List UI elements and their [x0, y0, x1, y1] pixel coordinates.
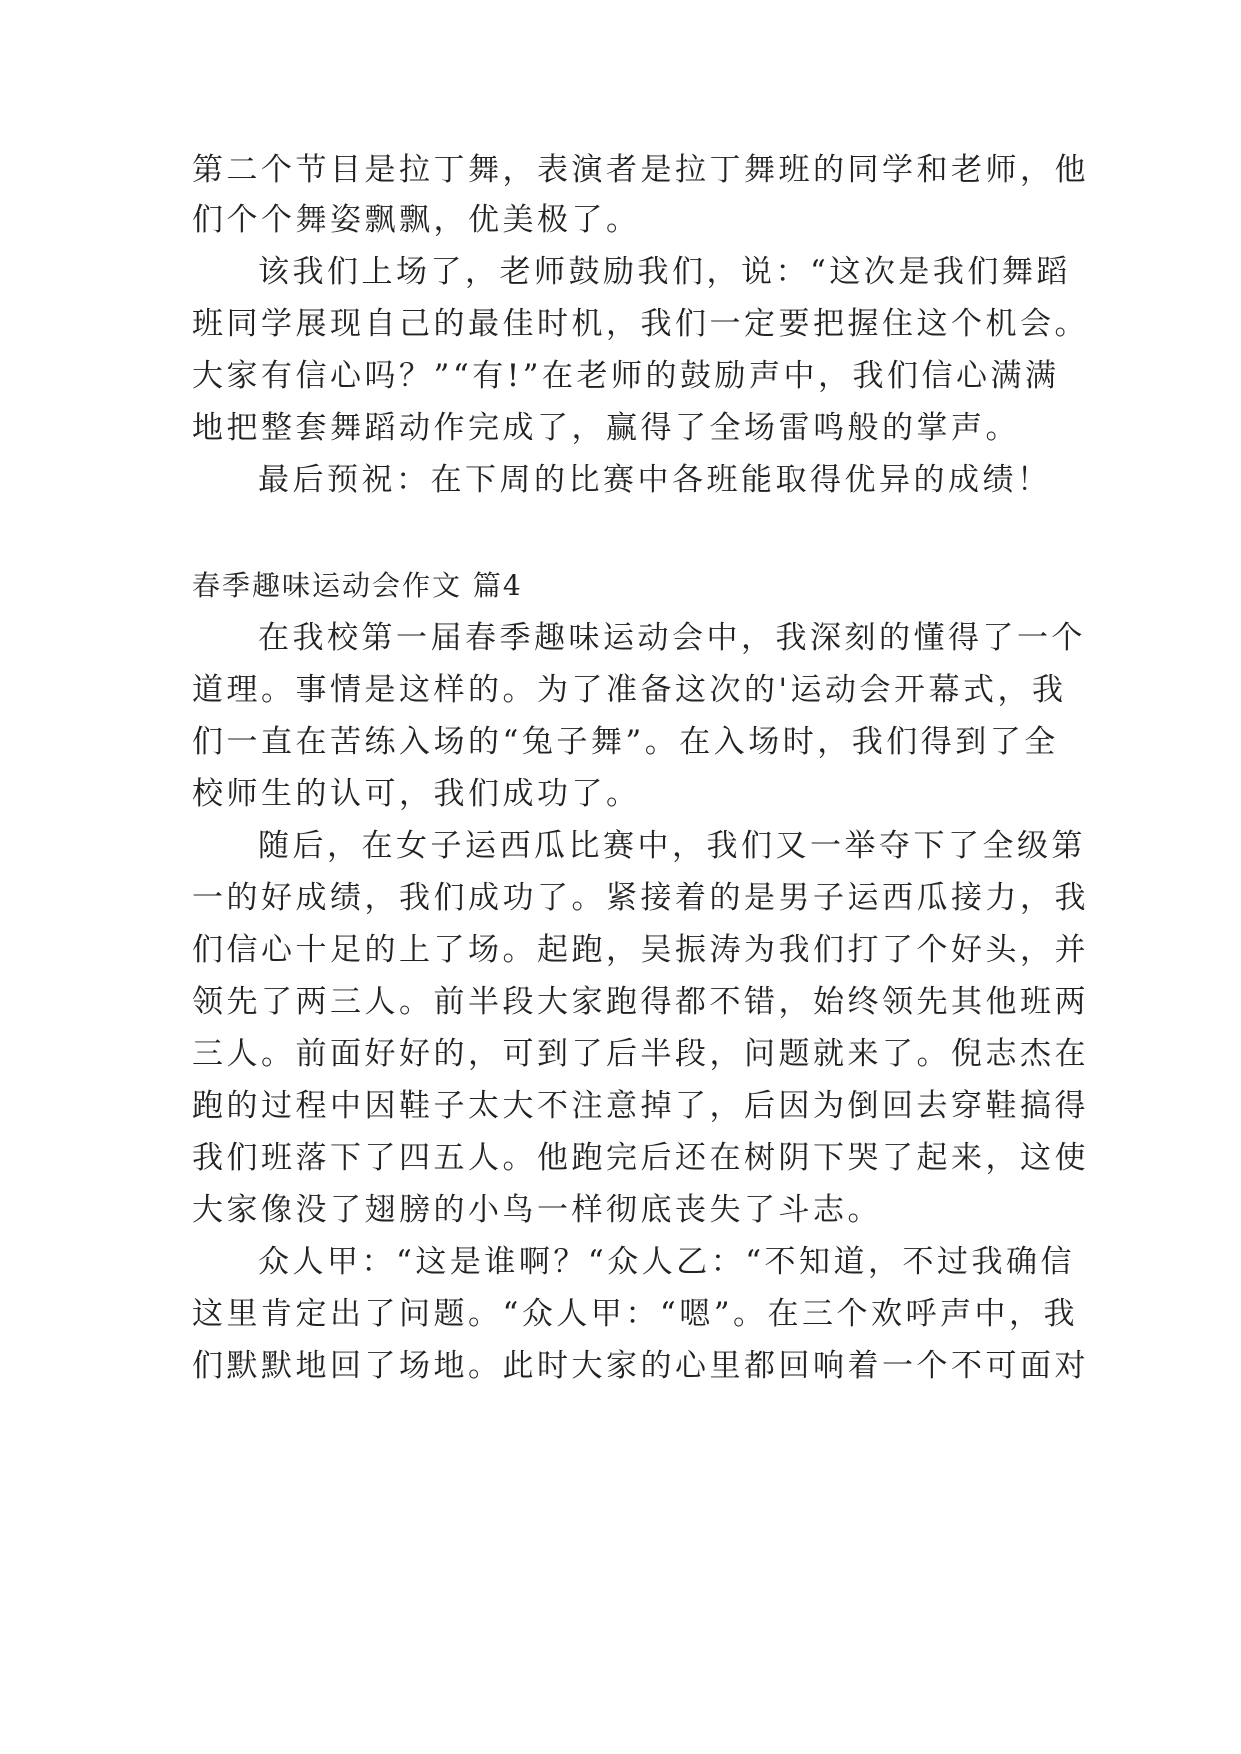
paragraph-line: 大家像没了翅膀的小鸟一样彻底丧失了斗志。: [192, 1192, 882, 1228]
paragraph-line: 校师生的认可，我们成功了。: [192, 776, 641, 812]
paragraph-line: 道理。事情是这样的。为了准备这次的'运动会开幕式，我: [192, 672, 1067, 708]
paragraph-line: 众人甲：“这是谁啊？“众人乙：“不知道，不过我确信: [258, 1244, 1076, 1280]
paragraph-line: 们个个舞姿飘飘，优美极了。: [192, 202, 641, 238]
paragraph-line: 在我校第一届春季趣味运动会中，我深刻的懂得了一个: [258, 620, 1086, 656]
paragraph-line: 第二个节目是拉丁舞，表演者是拉丁舞班的同学和老师，他: [192, 152, 1089, 188]
paragraph-line: 三人。前面好好的，可到了后半段，问题就来了。倪志杰在: [192, 1036, 1089, 1072]
paragraph-line: 该我们上场了，老师鼓励我们，说：“这次是我们舞蹈: [258, 254, 1071, 290]
paragraph-line: 随后，在女子运西瓜比赛中，我们又一举夺下了全级第: [258, 828, 1086, 864]
paragraph-line: 们一直在苦练入场的“兔子舞”。在入场时，我们得到了全: [192, 724, 1059, 760]
paragraph-line: 们默默地回了场地。此时大家的心里都回响着一个不可面对: [192, 1348, 1089, 1384]
paragraph-line: 领先了两三人。前半段大家跑得都不错，始终领先其他班两: [192, 984, 1089, 1020]
paragraph-line: 跑的过程中因鞋子太大不注意掉了，后因为倒回去穿鞋搞得: [192, 1088, 1089, 1124]
paragraph-line: 地把整套舞蹈动作完成了，赢得了全场雷鸣般的掌声。: [192, 410, 1020, 446]
paragraph-line: 们信心十足的上了场。起跑，吴振涛为我们打了个好头，并: [192, 932, 1089, 968]
paragraph-line: 大家有信心吗？”“有!”在老师的鼓励声中，我们信心满满: [192, 358, 1060, 394]
paragraph-line: 一的好成绩，我们成功了。紧接着的是男子运西瓜接力，我: [192, 880, 1089, 916]
paragraph-line: 我们班落下了四五人。他跑完后还在树阴下哭了起来，这使: [192, 1140, 1089, 1176]
paragraph-line: 这里肯定出了问题。“众人甲：“嗯”。在三个欢呼声中，我: [192, 1296, 1079, 1332]
section-heading: 春季趣味运动会作文 篇4: [192, 569, 523, 602]
paragraph-line: 班同学展现自己的最佳时机，我们一定要把握住这个机会。: [192, 306, 1089, 342]
paragraph-line: 最后预祝：在下周的比赛中各班能取得优异的成绩！: [258, 462, 1052, 498]
